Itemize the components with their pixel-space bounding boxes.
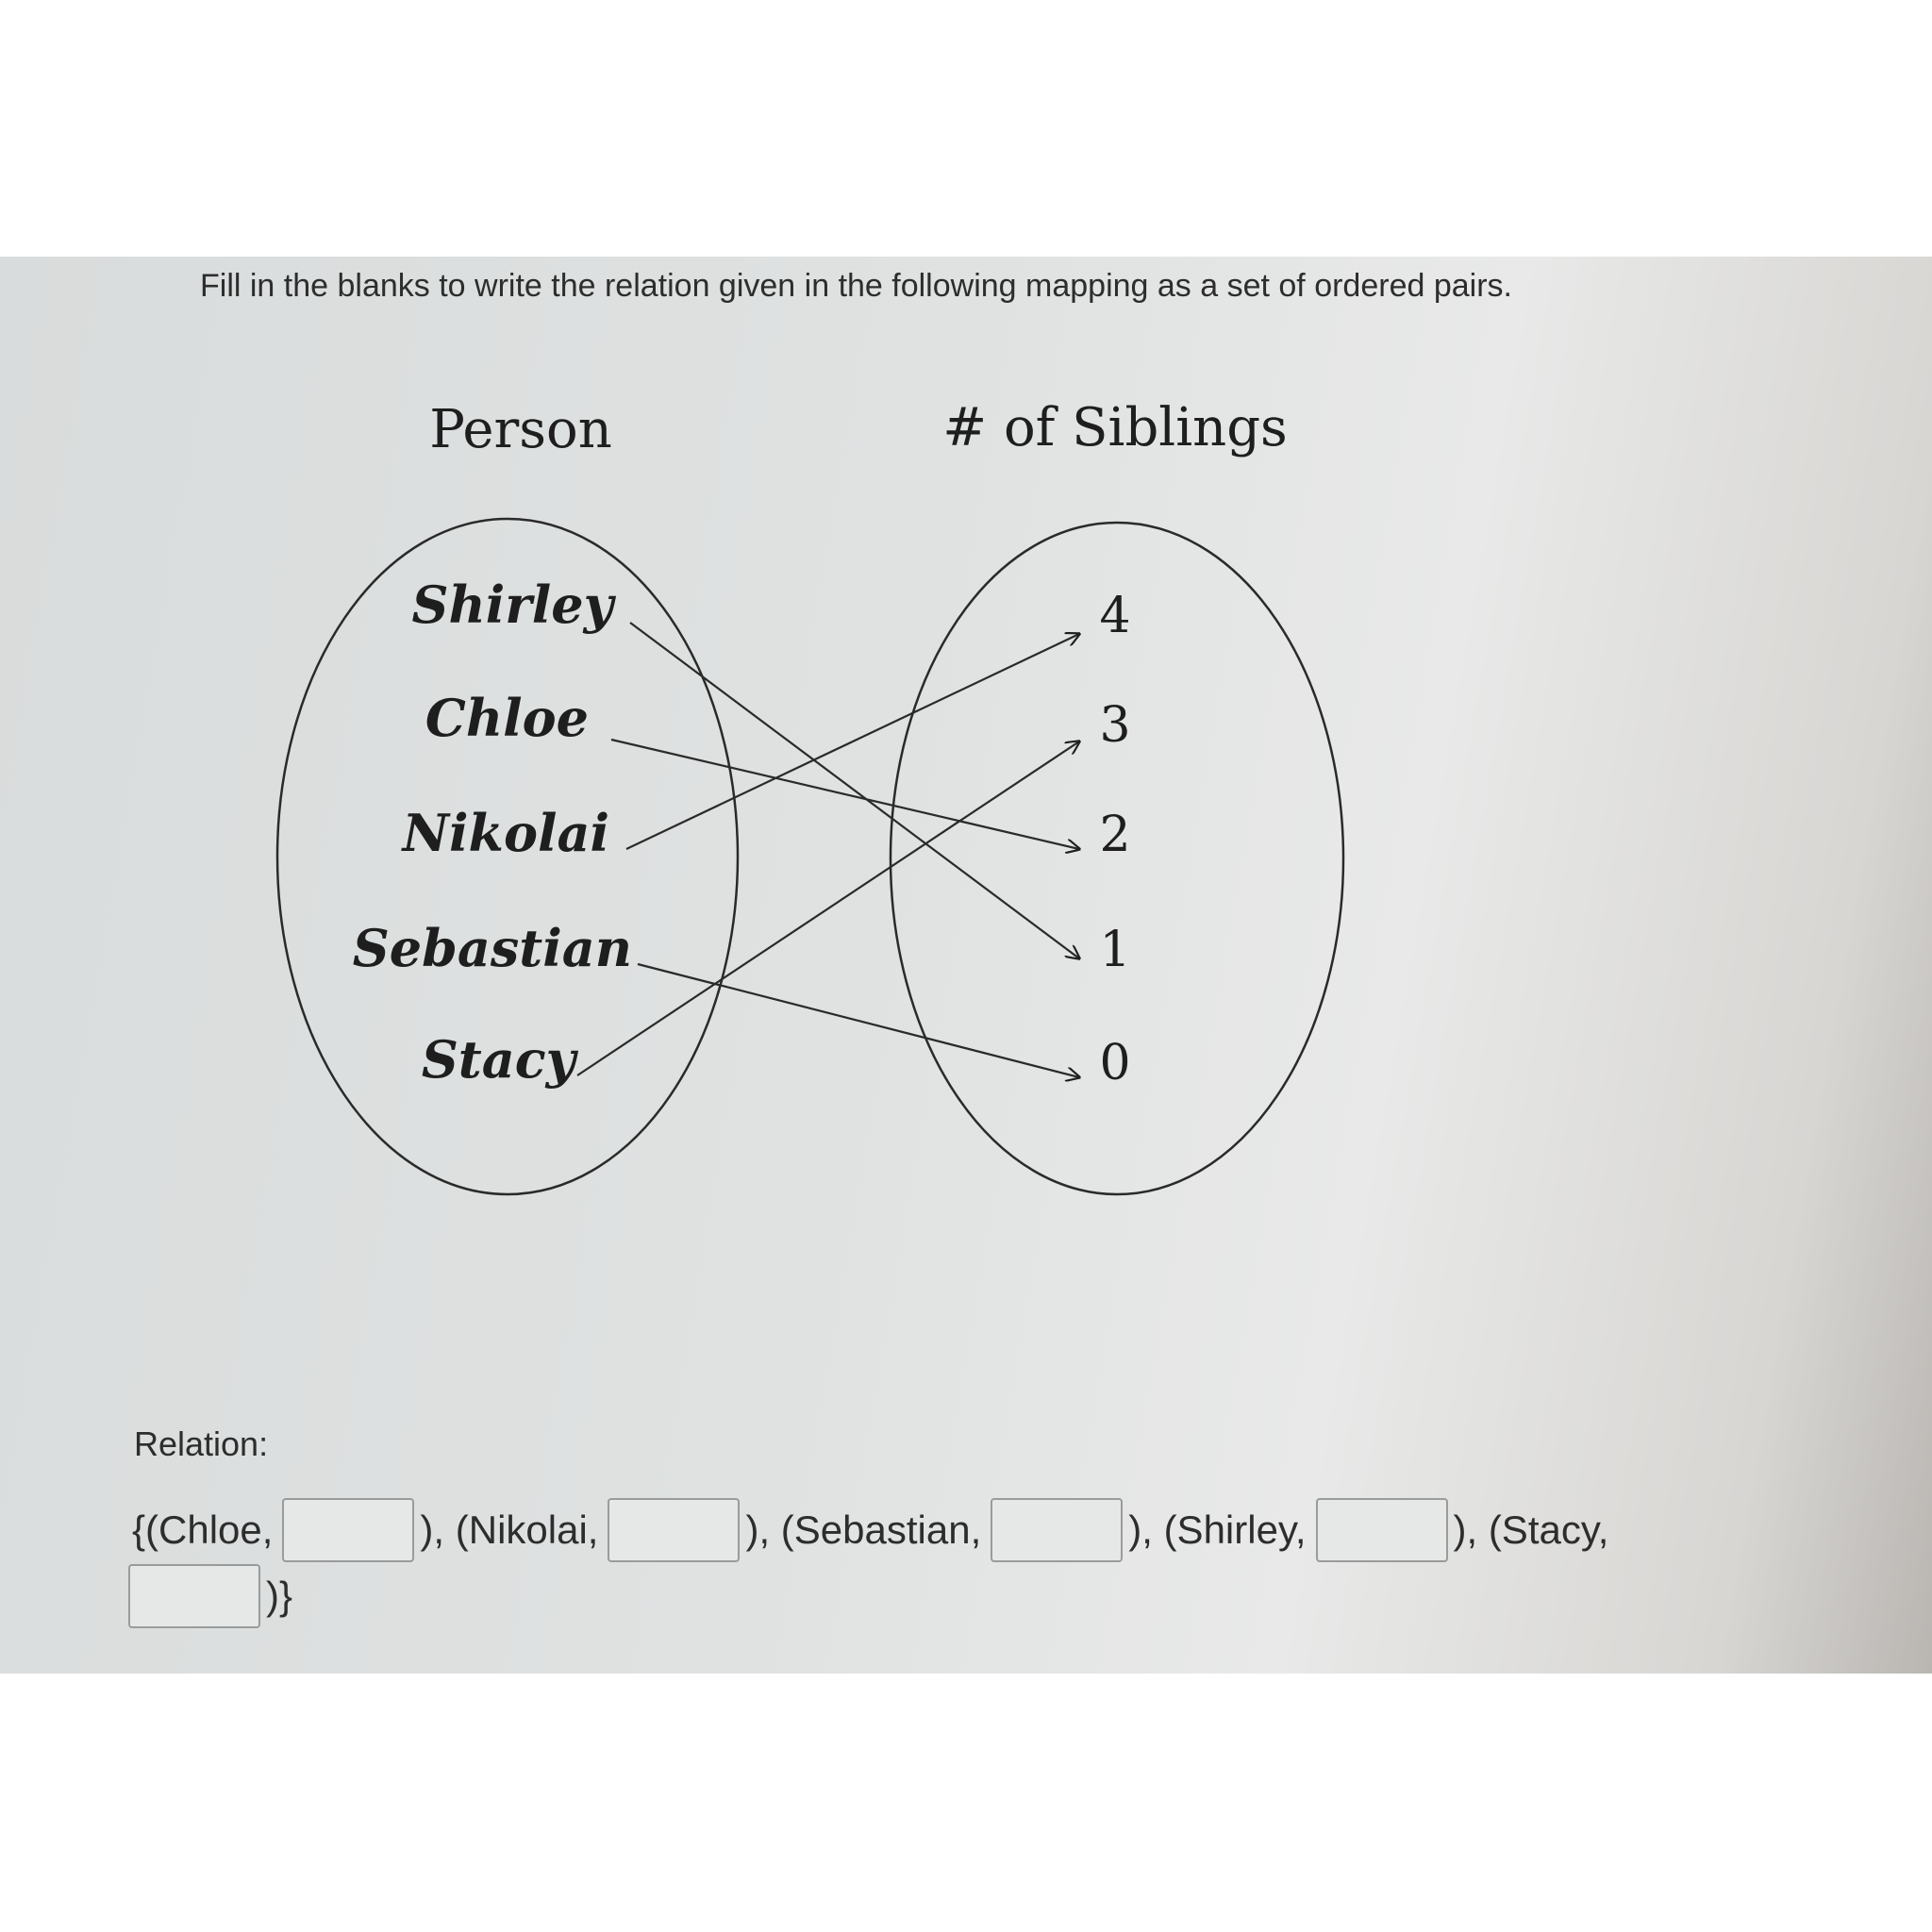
sibling-count: 4: [1099, 588, 1131, 644]
mapping-arrow: [626, 634, 1079, 849]
relation-open: {(Chloe,: [132, 1507, 274, 1552]
chloe-answer-input[interactable]: [282, 1498, 414, 1562]
stacy-answer-input[interactable]: [128, 1564, 260, 1628]
mapping-arrow: [638, 964, 1079, 1077]
sibling-count: 0: [1099, 1035, 1131, 1091]
relation-line-1: [132, 1498, 1608, 1562]
person-name: Sebastian: [352, 918, 632, 978]
instruction-text: Fill in the blanks to write the relation given in the following mapping as a set of ordered pairs.: [200, 268, 1512, 304]
arrows: [577, 623, 1079, 1077]
sibling-count: 3: [1099, 697, 1131, 754]
relation-sep-sebastian: ), (Sebastian,: [745, 1507, 982, 1552]
sibling-count: 2: [1099, 807, 1131, 863]
relation-sep-nikolai: ), (Nikolai,: [420, 1507, 599, 1552]
range-title: # of Siblings: [942, 397, 1288, 458]
person-list: [353, 575, 632, 1090]
sibling-count: 1: [1099, 922, 1131, 978]
relation-close: )}: [266, 1574, 293, 1618]
domain-title: Person: [429, 399, 612, 460]
person-name: Nikolai: [402, 803, 609, 863]
mapping-arrow: [630, 623, 1079, 958]
sebastian-answer-input[interactable]: [991, 1498, 1123, 1562]
person-name: Chloe: [425, 688, 589, 748]
nikolai-answer-input[interactable]: [608, 1498, 740, 1562]
mapping-diagram: [0, 257, 1932, 1674]
mapping-arrow: [611, 740, 1079, 849]
relation-sep-shirley: ), (Shirley,: [1128, 1507, 1307, 1552]
relation-sep-stacy: ), (Stacy,: [1453, 1507, 1609, 1552]
relation-label: Relation:: [134, 1424, 269, 1463]
shirley-answer-input[interactable]: [1316, 1498, 1448, 1562]
relation-line-2: [128, 1564, 292, 1628]
person-name: Stacy: [421, 1029, 575, 1090]
screen: [0, 257, 1932, 1674]
person-name: Shirley: [411, 575, 613, 635]
number-list: [1099, 588, 1130, 1091]
mapping-arrow: [577, 741, 1079, 1075]
